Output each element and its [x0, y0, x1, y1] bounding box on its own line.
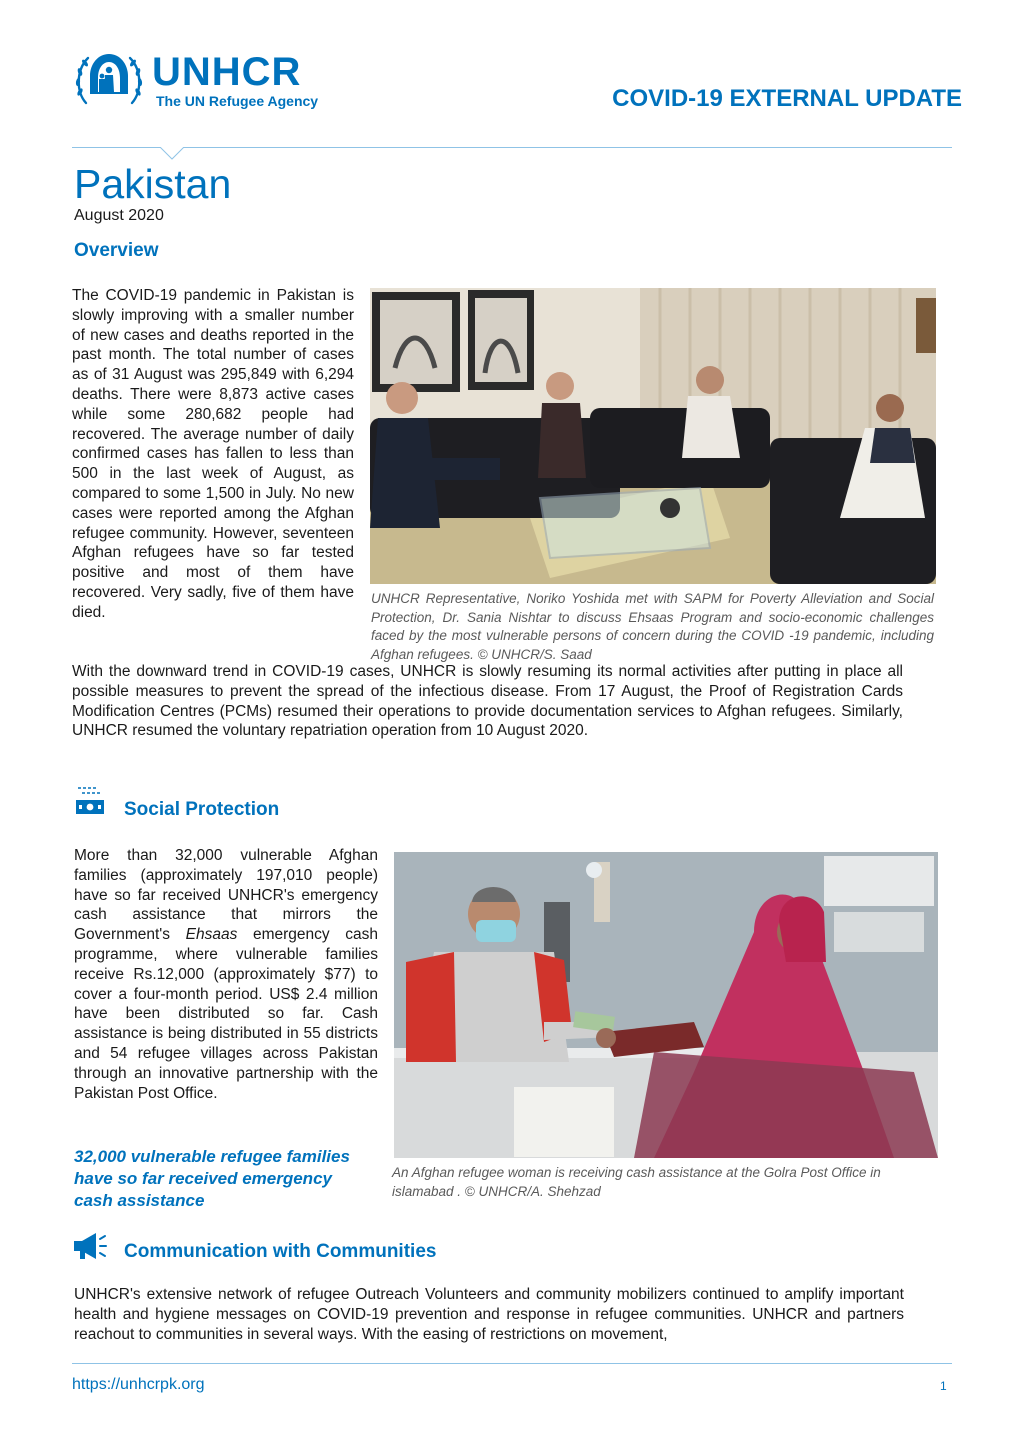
communication-heading: Communication with Communities: [124, 1241, 437, 1262]
footer-divider: [72, 1363, 952, 1364]
logo-tagline: The UN Refugee Agency: [156, 93, 319, 109]
pull-quote: 32,000 vulnerable refugee families have so far received emergency cash assistance: [74, 1147, 350, 1210]
megaphone-icon: [72, 1231, 108, 1261]
ehsaas-emphasis: Ehsaas: [185, 926, 238, 944]
social-protection-text-a: More than 32,000 vulnerable Afghan families (approximately 197,010 people) have so far received UNHCR's emergency cash assistance that mirrors the Government's: [74, 847, 378, 944]
cash-icon: [74, 784, 106, 820]
header-notch: [160, 147, 184, 161]
unhcr-logo: [72, 48, 342, 110]
footer-website-link[interactable]: https://unhcrpk.org: [72, 1376, 205, 1393]
document-title: COVID-19 EXTERNAL UPDATE: [612, 85, 962, 112]
overview-paragraph-1: The COVID-19 pandemic in Pakistan is slowly improving with a smaller number of new cases and deaths reported in the past month. The total number of cases as of 31 August was 295,849 with 6,294 deaths. There were 8,873 active cases while some 280,682 people had recovered. The average number of daily confirmed cases has fallen to less than 500 in the last week of August, as compared to some 1,500 in July. No new cases were reported among the Afghan refugee community. However, seventeen Afghan refugees have so far tested positive and most of them have recovered. Very sadly, five of them have died.: [72, 287, 354, 621]
overview-heading: Overview: [74, 240, 159, 261]
meeting-photo: [370, 288, 936, 584]
social-protection-text-b: emergency cash programme, where vulnerable families receive Rs.12,000 (approximately $77) to cover a four-month period. US$ 2.4 million have been distributed so far. Cash assistance is being distributed in 55 districts and 54 refugee villages across Pakistan through an innovative partnership with the Pakistan Post Office.: [74, 926, 378, 1102]
meeting-photo-caption: UNHCR Representative, Noriko Yoshida met with SAPM for Poverty Alleviation and Social Protection, Dr. Sania Nishtar to discuss Ehsaas Program and socio-economic challenges faced by the most vulnerable persons of concern during the COVID -19 pandemic, including Afghan refugees. © UNHCR/S. Saad: [371, 591, 934, 662]
header-divider: [72, 147, 952, 148]
logo-wordmark: UNHCR: [152, 50, 302, 94]
social-protection-paragraph: [74, 846, 378, 1103]
cash-distribution-photo-caption: An Afghan refugee woman is receiving cash assistance at the Golra Post Office in islamabad . © UNHCR/A. Shehzad: [392, 1165, 881, 1199]
social-protection-heading: Social Protection: [124, 799, 280, 820]
page-number: 1: [940, 1379, 947, 1393]
communication-paragraph: UNHCR's extensive network of refugee Outreach Volunteers and community mobilizers continued to amplify important health and hygiene messages on COVID-19 prevention and response in refugee communities. UNHCR and partners reachout to communities in several ways. With the easing of restrictions on movement,: [74, 1286, 904, 1343]
report-date: August 2020: [74, 207, 164, 224]
cash-distribution-photo: [394, 852, 938, 1158]
page-title: Pakistan: [74, 161, 232, 207]
unhcr-emblem-icon: [72, 48, 146, 110]
overview-paragraph-2: With the downward trend in COVID-19 cases, UNHCR is slowly resuming its normal activities after putting in place all possible measures to prevent the spread of the infectious disease. From 17 August, the Proof of Registration Cards Modification Centres (PCMs) resumed their operations to provide documentation services to Afghan refugees. Similarly, UNHCR resumed the voluntary repatriation operation from 10 August 2020.: [72, 663, 903, 740]
